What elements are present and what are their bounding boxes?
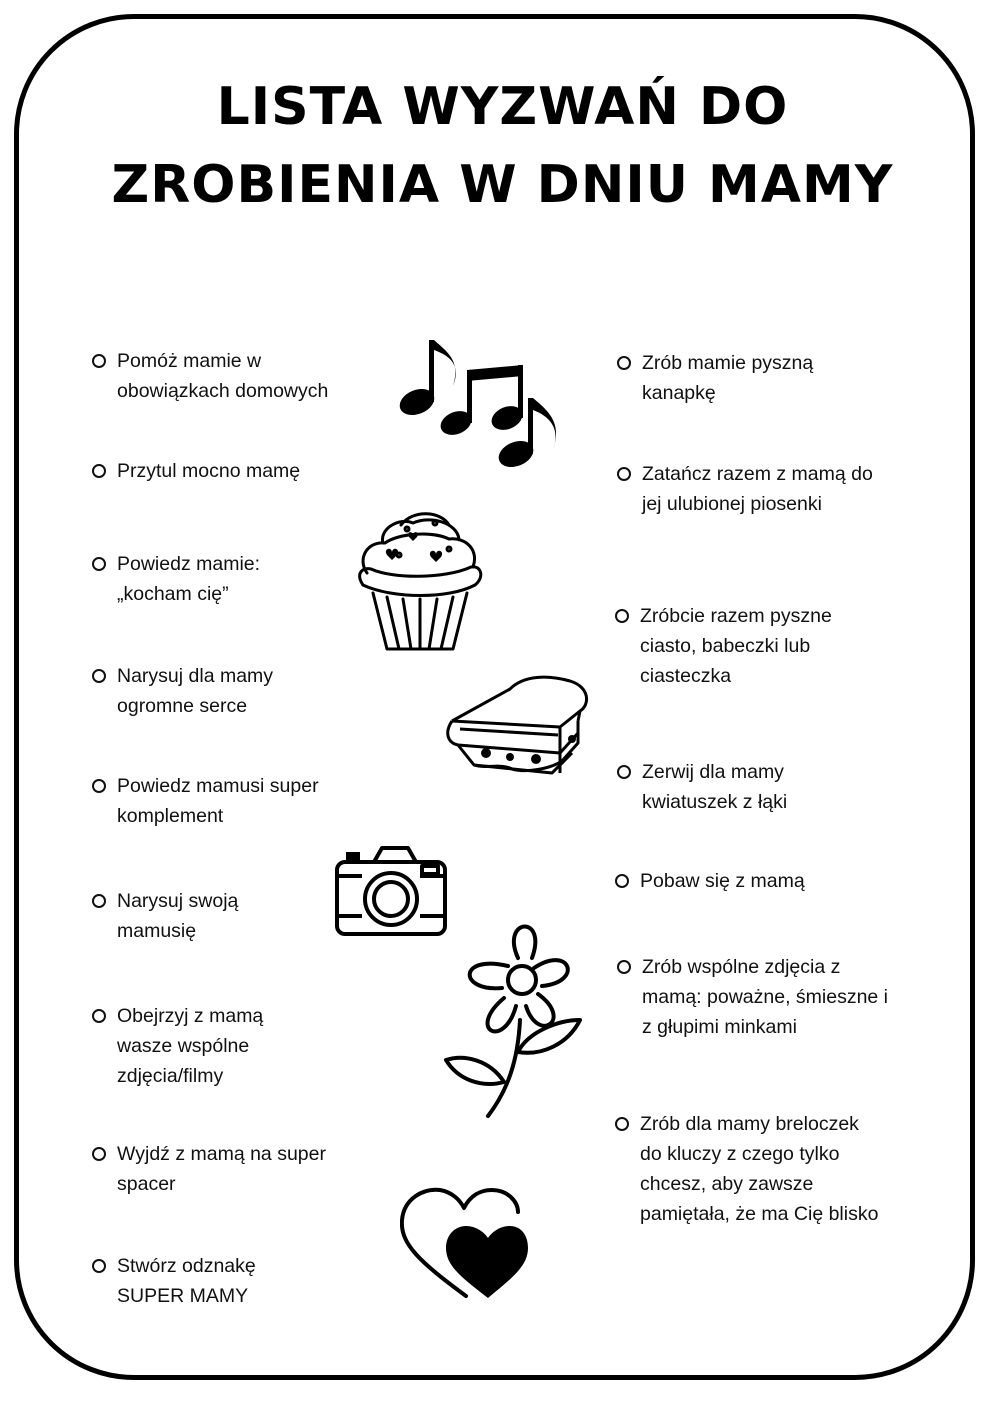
- challenge-item[interactable]: [92, 346, 328, 406]
- challenge-text: Wyjdź z mamą na super spacer: [117, 1143, 326, 1195]
- challenge-text: Pobaw się z mamą: [640, 870, 805, 892]
- checkbox-circle[interactable]: [92, 669, 106, 683]
- challenge-text: Zróbcie razem pyszne ciasto, babeczki lub ciasteczka: [640, 605, 832, 687]
- challenge-item[interactable]: [92, 549, 260, 609]
- challenge-item[interactable]: [615, 866, 805, 896]
- challenge-text: Zerwij dla mamy kwiatuszek z łąki: [642, 761, 788, 813]
- camera-icon: [334, 844, 449, 937]
- checkbox-circle[interactable]: [92, 464, 106, 478]
- challenge-item[interactable]: [617, 459, 873, 519]
- challenge-item[interactable]: [615, 601, 832, 691]
- challenge-item[interactable]: [92, 886, 238, 946]
- challenge-item[interactable]: [617, 952, 888, 1042]
- checkbox-circle[interactable]: [615, 1117, 629, 1131]
- challenge-item[interactable]: [92, 456, 300, 486]
- checkbox-circle[interactable]: [92, 1147, 106, 1161]
- challenge-item[interactable]: [617, 348, 813, 408]
- challenge-text: Powiedz mamie: „kocham cię”: [117, 553, 261, 605]
- checkbox-circle[interactable]: [617, 765, 631, 779]
- checkbox-circle[interactable]: [615, 609, 629, 623]
- challenge-item[interactable]: [615, 1109, 878, 1229]
- challenge-text: Zrób dla mamy breloczek do kluczy z czego tylko chcesz, aby zawsze pamiętała, że ma Cię blisko: [640, 1113, 879, 1225]
- challenge-text: Powiedz mamusi super komplement: [117, 775, 319, 827]
- checkbox-circle[interactable]: [92, 894, 106, 908]
- checkbox-circle[interactable]: [617, 960, 631, 974]
- checkbox-circle[interactable]: [92, 779, 106, 793]
- challenge-text: Narysuj dla mamy ogromne serce: [117, 665, 274, 717]
- challenge-text: Narysuj swoją mamusię: [117, 890, 239, 942]
- checkbox-circle[interactable]: [92, 354, 106, 368]
- checkbox-circle[interactable]: [617, 356, 631, 370]
- title-line-2: ZROBIENIA W DNIU MAMY: [111, 155, 894, 215]
- cupcake-icon: [353, 503, 488, 653]
- challenge-text: Pomóż mamie w obowiązkach domowych: [117, 350, 329, 402]
- challenge-text: Stwórz odznakę SUPER MAMY: [117, 1255, 256, 1307]
- music-notes-icon: [395, 330, 570, 475]
- challenge-text: Zatańcz razem z mamą do jej ulubionej piosenki: [642, 463, 873, 515]
- checkbox-circle[interactable]: [617, 467, 631, 481]
- challenge-item[interactable]: [92, 1251, 256, 1311]
- challenge-text: Zrób mamie pyszną kanapkę: [642, 352, 814, 404]
- page-title: [0, 68, 1005, 224]
- challenge-item[interactable]: [92, 771, 319, 831]
- challenge-text: Obejrzyj z mamą wasze wspólne zdjęcia/filmy: [117, 1005, 264, 1087]
- checkbox-circle[interactable]: [92, 557, 106, 571]
- challenge-text: Przytul mocno mamę: [117, 460, 301, 482]
- title-line-1: LISTA WYZWAŃ DO: [216, 77, 789, 137]
- checkbox-circle[interactable]: [615, 874, 629, 888]
- flower-icon: [438, 920, 586, 1120]
- challenge-text: Zrób wspólne zdjęcia z mamą: poważne, śmieszne i z głupimi minkami: [642, 956, 889, 1038]
- challenge-item[interactable]: [92, 661, 273, 721]
- hearts-icon: [400, 1186, 530, 1302]
- sandwich-icon: [440, 673, 600, 788]
- challenge-item[interactable]: [92, 1001, 263, 1091]
- checkbox-circle[interactable]: [92, 1259, 106, 1273]
- challenge-item[interactable]: [92, 1139, 326, 1199]
- challenge-item[interactable]: [617, 757, 787, 817]
- checkbox-circle[interactable]: [92, 1009, 106, 1023]
